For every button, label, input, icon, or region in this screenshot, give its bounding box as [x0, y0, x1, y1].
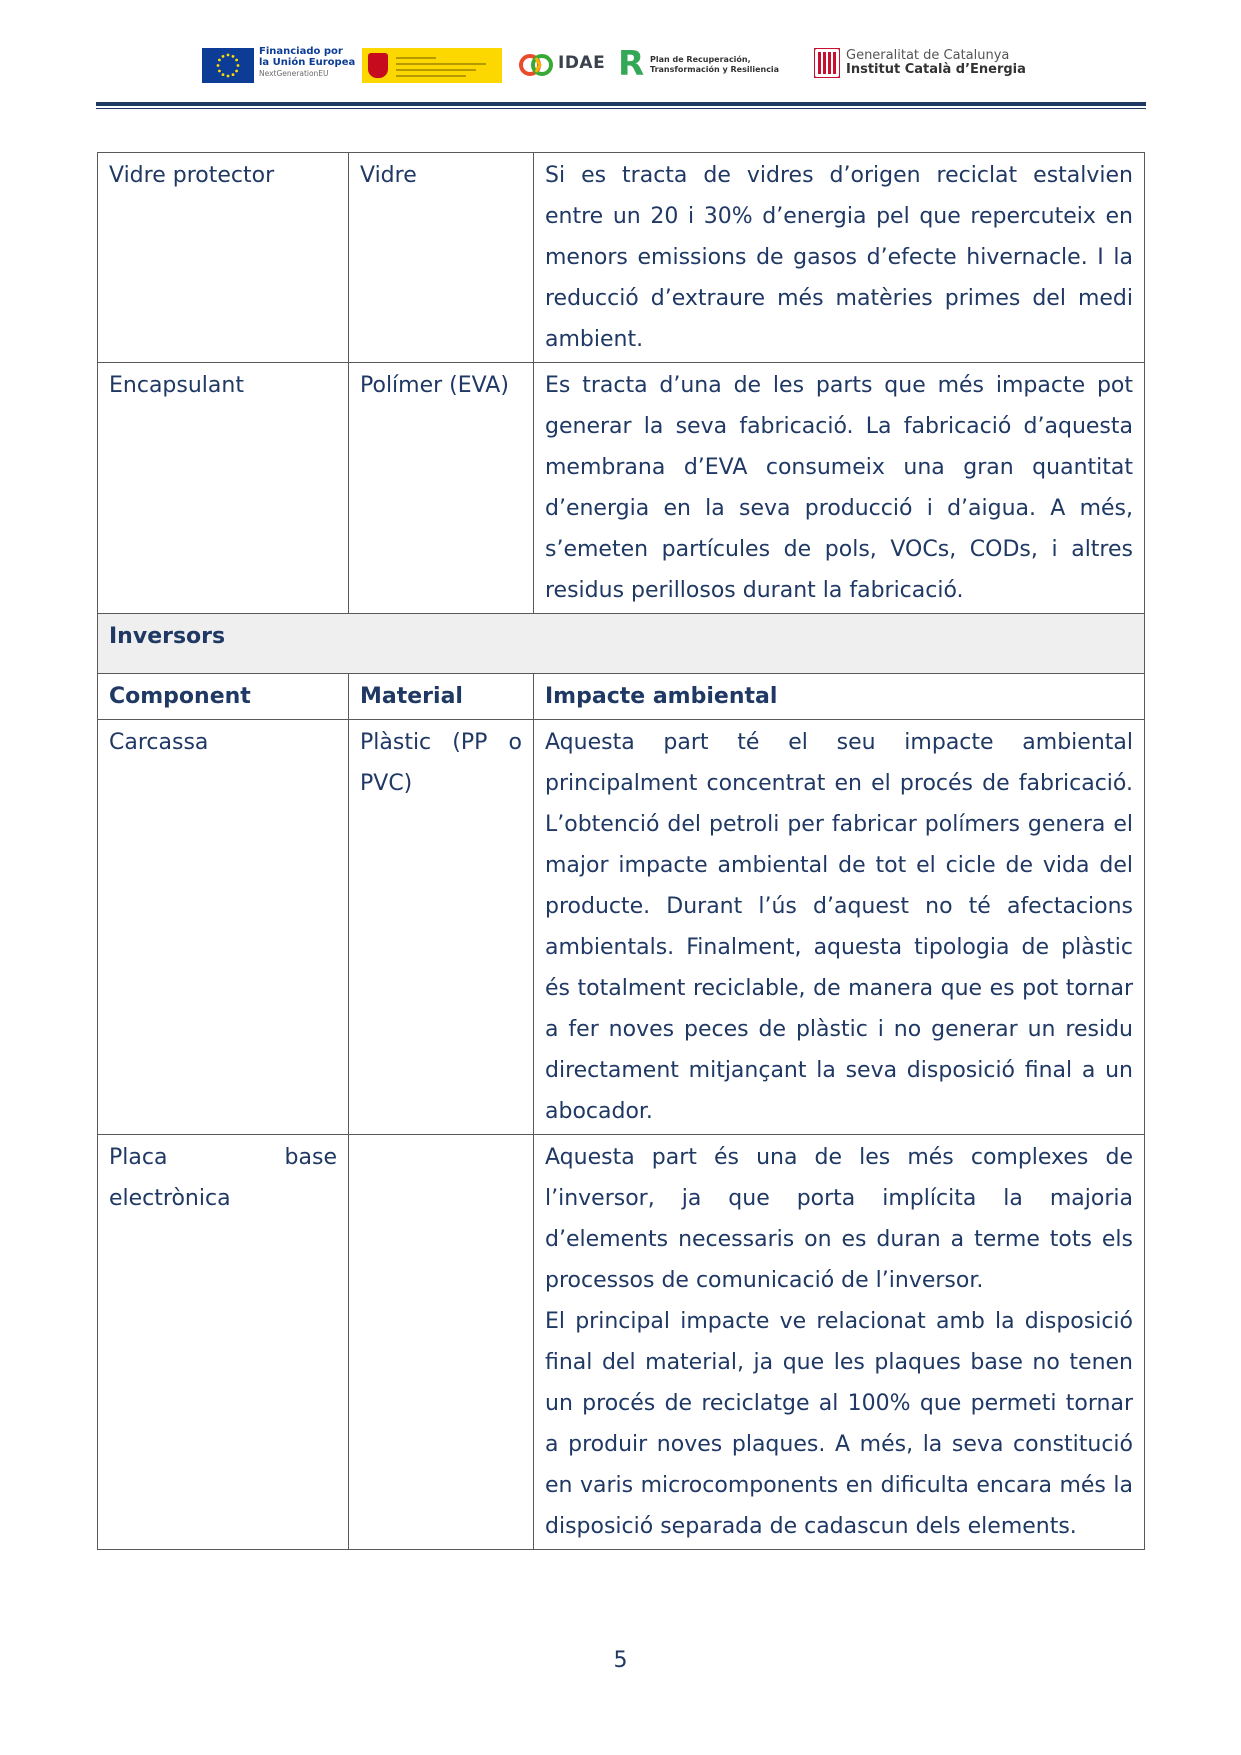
- material-cell: [349, 1135, 534, 1550]
- impact-paragraph-2: El principal impacte ve relacionat amb la disposició final del material, ja que les plaques base no tenen un procés de reciclatge al 100% que permeti tornar a produir noves plaques. A més, la seva constitució en varis microcomponents en dificulta encara més la disposició separada de cadascun dels elements.: [545, 1309, 1133, 1539]
- eu-stars-icon: [202, 48, 254, 83]
- section-title: Inversors: [98, 614, 1145, 674]
- eu-flag-logo: [202, 48, 254, 83]
- idae-logo-icon: [518, 50, 556, 80]
- coat-of-arms-icon: [368, 53, 388, 78]
- impact-cell: Aquesta part té el seu impacte ambiental principalment concentrat en el procés de fabricació. L’obtenció del petroli per fabricar polímers genera el major impacte ambiental de tot el cicle de vida del producte. Durant l’ús d’aquest no té afectacions ambientals. Finalment, aquesta tipologia de plàstic és totalment reciclable, de manera que es pot tornar a fer noves peces de plàstic i no generar un residu directament mitjançant la seva disposició final a un abocador.: [534, 720, 1145, 1135]
- page-number: 5: [613, 1648, 628, 1673]
- column-header-impact: Impacte ambiental: [534, 674, 1145, 720]
- header-rule-thin: [96, 108, 1146, 109]
- ministry-text-lines: [396, 57, 496, 81]
- eu-line-1: Financiado por: [259, 46, 343, 57]
- section-header-row: [98, 614, 1145, 674]
- prtr-logo-text: [650, 55, 779, 75]
- impact-paragraph-1: Aquesta part és una de les més complexes de l’inversor, ja que porta implícita la majoria d’elements necessaris on es duran a terme tots els processos de comunicació de l’inversor.: [545, 1145, 1133, 1293]
- gencat-logo-text: [846, 49, 1026, 77]
- prtr-line-2: Transformación y Resiliencia: [650, 65, 780, 74]
- column-header-row: [98, 674, 1145, 720]
- prtr-logo-letter: R: [618, 44, 645, 84]
- table-row: [98, 1135, 1145, 1550]
- component-cell: [98, 1135, 349, 1550]
- impact-cell: [534, 1135, 1145, 1550]
- header-rule-thick: [96, 102, 1146, 106]
- material-cell: Polímer (EVA): [349, 363, 534, 614]
- gencat-flag-icon: [814, 48, 840, 78]
- spanish-government-logo: [362, 48, 502, 83]
- component-line-1: [109, 1137, 337, 1178]
- table-row: [98, 363, 1145, 614]
- table-row: [98, 720, 1145, 1135]
- impact-cell: Si es tracta de vidres d’origen reciclat estalvien entre un 20 i 30% d’energia pel que repercuteix en menors emissions de gasos d’efecte hivernacle. I la reducció d’extraure més matèries primes del medi ambient.: [534, 153, 1145, 363]
- column-header-material: Material: [349, 674, 534, 720]
- component-cell: Carcassa: [98, 720, 349, 1135]
- eu-line-2: la Unión Europea: [259, 57, 356, 68]
- environmental-impact-table: [97, 152, 1145, 1550]
- component-cell: Vidre protector: [98, 153, 349, 363]
- column-header-component: Component: [98, 674, 349, 720]
- material-cell: Vidre: [349, 153, 534, 363]
- component-word-1: Placa: [109, 1145, 168, 1170]
- component-word-2: base: [284, 1145, 337, 1170]
- prtr-line-1: Plan de Recuperación,: [650, 55, 751, 64]
- idae-logo-text: IDAE: [558, 53, 606, 73]
- gencat-line-2: Institut Català d’Energia: [846, 62, 1026, 77]
- page-header: [0, 0, 1241, 100]
- impact-cell: Es tracta d’una de les parts que més impacte pot generar la seva fabricació. La fabricació d’aquesta membrana d’EVA consumeix una gran quantitat d’energia en la seva producció i d’aigua. A més, s’emeten partícules de pols, VOCs, CODs, i altres residus perillosos durant la fabricació.: [534, 363, 1145, 614]
- component-line-2: electrònica: [109, 1186, 231, 1211]
- component-cell: Encapsulant: [98, 363, 349, 614]
- eu-line-3: NextGenerationEU: [259, 69, 329, 78]
- material-cell: Plàstic (PP o PVC): [349, 720, 534, 1135]
- gencat-line-1: Generalitat de Catalunya: [846, 48, 1010, 63]
- eu-funding-text: [259, 46, 355, 79]
- table-row: [98, 153, 1145, 363]
